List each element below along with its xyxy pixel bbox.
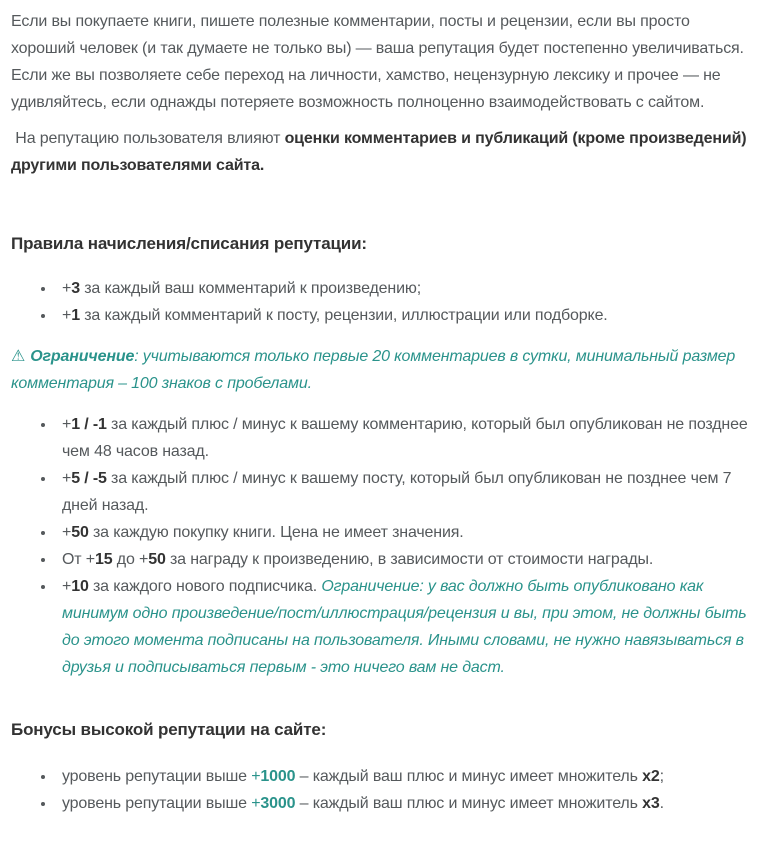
point-value: 10 (71, 578, 89, 595)
point-text: за каждый комментарий к посту, рецензии, иллюстрации или подборке. (79, 307, 608, 324)
bonus-text: уровень репутации выше (62, 795, 252, 812)
rules-heading: Правила начисления/списания репутации: (11, 234, 367, 253)
bonus-plus-sign: + (251, 795, 261, 812)
list-item-bonus-3000 (56, 790, 748, 817)
point-mid: до + (112, 551, 149, 568)
list-item-plus-minus-post (56, 465, 748, 519)
comment-points-list (11, 275, 748, 329)
point-text: за каждую покупку книги. Цена не имеет значения. (88, 524, 464, 541)
warning-icon: ⚠ (11, 348, 26, 365)
point-prefix: + (62, 416, 72, 433)
list-item-book-purchase (56, 519, 748, 546)
point-prefix: + (62, 307, 72, 324)
bonuses-heading: Бонусы высокой репутации на сайте: (11, 720, 327, 739)
bonuses-list (11, 763, 748, 817)
point-prefix: + (62, 470, 72, 487)
bonus-threshold: 1000 (260, 768, 296, 785)
bonus-mid-text: – каждый ваш плюс и минус имеет множитель (295, 795, 643, 812)
point-value: 15 (94, 551, 113, 568)
reputation-rules-document (11, 8, 748, 817)
point-value: 3 (71, 280, 80, 297)
bonus-mid-text: – каждый ваш плюс и минус имеет множитель (295, 768, 643, 785)
list-item-comment-to-post (56, 302, 748, 329)
vote-points-list (11, 411, 748, 681)
reputation-influence-text: На репутацию пользователя влияют (11, 130, 285, 147)
point-text: за каждый плюс / минус к вашему комментарию, который был опубликован не позднее чем 48 часов назад. (62, 416, 748, 460)
list-item-comment-to-work (56, 275, 748, 302)
point-value: 1 / -1 (71, 416, 107, 433)
list-item-plus-minus-comment (56, 411, 748, 465)
list-item-award (56, 546, 748, 573)
bonus-end: ; (659, 768, 664, 785)
point-prefix: + (62, 280, 72, 297)
reputation-influence-paragraph (11, 125, 748, 179)
intro-paragraph: Если вы покупаете книги, пишете полезные комментарии, посты и рецензии, если вы просто хороший человек (и так думаете не только вы) — ваша репутация будет постепенно увеличиваться. Если же вы позволяете себе переход на личности, хамство, нецензурную лексику и прочее — не удивляйтесь, если однажды потеряете возможность полноценно взаимодействовать с сайтом. (11, 13, 744, 111)
point-text: за каждый ваш комментарий к произведению; (79, 280, 422, 297)
bonus-multiplier: x3 (642, 795, 660, 812)
comments-restriction-note (11, 343, 748, 397)
bonus-text: уровень репутации выше (62, 768, 252, 785)
point-value: 5 / -5 (71, 470, 107, 487)
bonus-multiplier: x2 (642, 768, 660, 785)
point-prefix: От + (62, 551, 95, 568)
list-item-new-subscriber (56, 573, 748, 681)
restriction-text: : учитываются только первые 20 комментариев в сутки, минимальный размер комментария – 100 знаков с пробелами. (11, 348, 736, 392)
restriction-label: Ограничение (30, 348, 135, 365)
point-text: за каждого нового подписчика. (88, 578, 322, 595)
bonus-end: . (659, 795, 664, 812)
bonus-plus-sign: + (251, 768, 261, 785)
point-value: 50 (71, 524, 89, 541)
list-item-bonus-1000 (56, 763, 748, 790)
point-text: за награду к произведению, в зависимости от стоимости награды. (165, 551, 654, 568)
bonus-threshold: 3000 (260, 795, 296, 812)
point-value-2: 50 (148, 551, 166, 568)
point-value: 1 (71, 307, 80, 324)
reputation-influence-bold: оценки комментариев и публикаций (кроме произведений) другими пользователями сайта. (11, 130, 747, 174)
subscriber-restriction-text: Ограничение: у вас должно быть опубликовано как минимум одно произведение/пост/иллюстрация/рецензия и вы, при этом, не должны быть до этого момента подписаны на пользователя. Иными словами, не нужно навязываться в друзья и подписываться первым - это ничего вам не даст. (62, 578, 747, 676)
point-prefix: + (62, 578, 72, 595)
point-text: за каждый плюс / минус к вашему посту, который был опубликован не позднее чем 7 дней назад. (62, 470, 732, 514)
point-prefix: + (62, 524, 72, 541)
